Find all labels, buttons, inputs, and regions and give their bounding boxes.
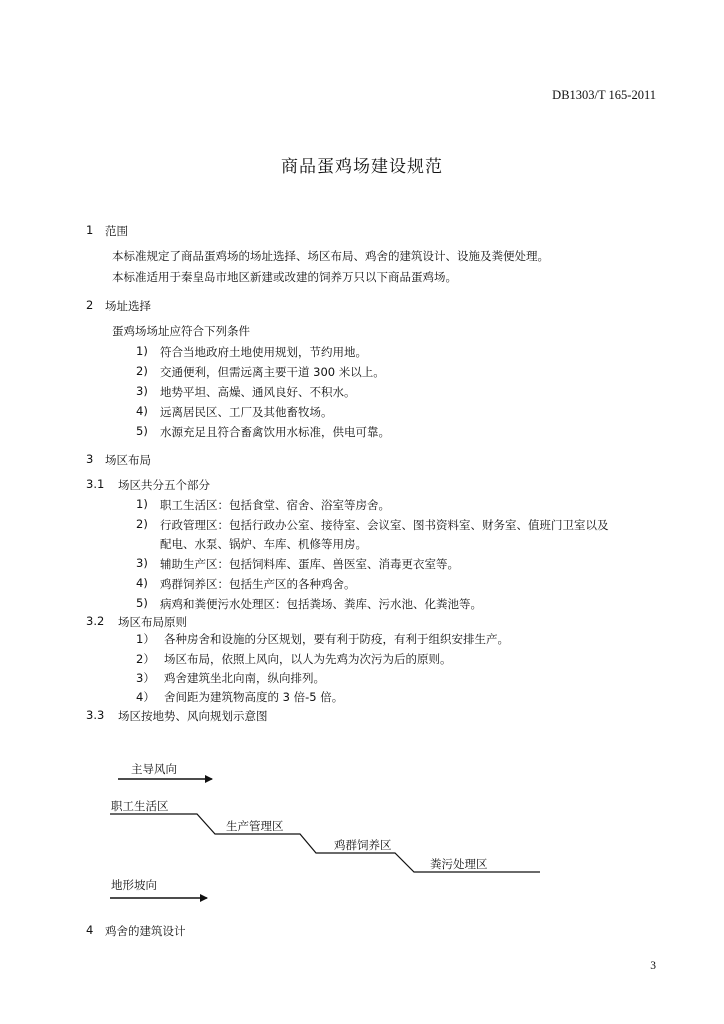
subsection-3-3-number: 3.3 <box>86 708 105 722</box>
section-1-paragraph: 本标准适用于秦皇岛市地区新建或改建的饲养万只以下商品蛋鸡场。 <box>112 270 457 284</box>
list-item: 鸡群饲养区：包括生产区的各种鸡舍。 <box>160 577 356 591</box>
section-2-intro: 蛋鸡场场址应符合下列条件 <box>112 324 250 338</box>
list-item-number: 4) <box>136 404 148 418</box>
section-4-number: 4 <box>86 923 94 937</box>
section-1-paragraph: 本标准规定了商品蛋鸡场的场址选择、场区布局、鸡舍的建筑设计、设施及粪便处理。 <box>112 249 549 263</box>
list-item: 符合当地政府土地使用规划，节约用地。 <box>160 345 367 359</box>
document-code: DB1303/T 165-2011 <box>552 88 656 102</box>
list-item: 各种房舍和设施的分区规划，要有利于防疫，有利于组织安排生产。 <box>164 632 509 646</box>
zone-management-label: 生产管理区 <box>226 819 284 833</box>
list-item: 辅助生产区：包括饲料库、蛋库、兽医室、消毒更衣室等。 <box>160 557 459 571</box>
list-item-number: 2) <box>136 364 148 378</box>
list-item-number: 4） <box>136 690 155 704</box>
list-item-number: 3） <box>136 671 155 685</box>
list-item: 病鸡和粪便污水处理区：包括粪场、粪库、污水池、化粪池等。 <box>160 597 482 611</box>
list-item-number: 4) <box>136 576 148 590</box>
list-item: 鸡舍建筑坐北向南，纵向排列。 <box>164 671 325 685</box>
zone-waste-label: 粪污处理区 <box>430 857 488 871</box>
list-item: 远离居民区、工厂及其他畜牧场。 <box>160 405 333 419</box>
section-2-title: 场址选择 <box>105 299 151 313</box>
subsection-3-2-number: 3.2 <box>86 614 105 628</box>
list-item: 职工生活区：包括食堂、宿舍、浴室等房舍。 <box>160 498 390 512</box>
subsection-3-2-title: 场区布局原则 <box>118 615 187 629</box>
section-1-number: 1 <box>86 223 94 237</box>
terrain-slope-label: 地形坡向 <box>111 878 157 892</box>
section-1-title: 范围 <box>105 224 128 238</box>
zone-flock-label: 鸡群饲养区 <box>334 838 392 852</box>
list-item-number: 2） <box>136 652 155 666</box>
list-item-number: 2) <box>136 517 148 531</box>
subsection-3-3-title: 场区按地势、风向规划示意图 <box>118 709 268 723</box>
subsection-3-1-number: 3.1 <box>86 477 105 491</box>
section-2-number: 2 <box>86 298 94 312</box>
subsection-3-1-title: 场区共分五个部分 <box>118 478 210 492</box>
section-3-title: 场区布局 <box>105 453 151 467</box>
list-item-number: 1） <box>136 632 155 646</box>
list-item-number: 5) <box>136 424 148 438</box>
list-item: 地势平坦、高燥、通风良好、不积水。 <box>160 385 356 399</box>
section-4-title: 鸡舍的建筑设计 <box>105 924 186 938</box>
list-item: 舍间距为建筑物高度的 3 倍-5 倍。 <box>164 690 344 704</box>
list-item: 交通便利，但需远离主要干道 300 米以上。 <box>160 365 385 379</box>
list-item: 水源充足且符合畜禽饮用水标准，供电可靠。 <box>160 425 390 439</box>
list-item: 场区布局，依照上风向，以人为先鸡为次污为后的原则。 <box>164 652 452 666</box>
list-item: 行政管理区：包括行政办公室、接待室、会议室、图书资料室、财务室、值班门卫室以及 <box>160 518 609 532</box>
list-item-number: 5) <box>136 596 148 610</box>
list-item-number: 1) <box>136 497 148 511</box>
list-item-number: 3) <box>136 556 148 570</box>
document-title: 商品蛋鸡场建设规范 <box>281 157 443 177</box>
list-item-number: 1) <box>136 344 148 358</box>
section-3-number: 3 <box>86 452 94 466</box>
list-item-number: 3) <box>136 384 148 398</box>
wind-direction-label: 主导风向 <box>131 762 177 776</box>
page-number: 3 <box>650 960 656 972</box>
list-item-continuation: 配电、水泵、锅炉、车库、机修等用房。 <box>160 537 367 551</box>
zone-living-label: 职工生活区 <box>111 799 169 813</box>
